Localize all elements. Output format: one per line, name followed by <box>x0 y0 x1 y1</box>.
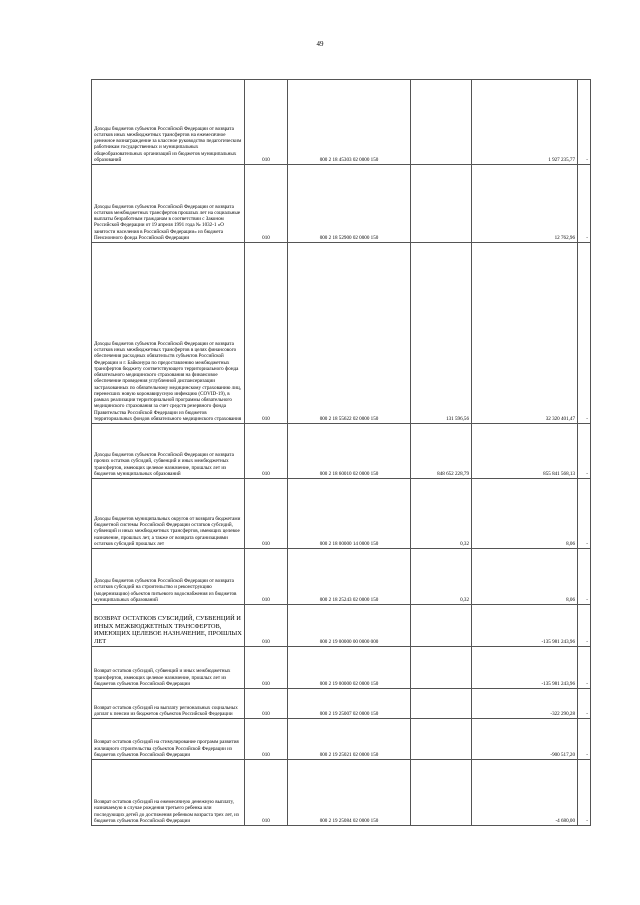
table-row <box>92 719 591 760</box>
row-line-code: 010 <box>245 424 288 479</box>
row-line-code: 010 <box>245 243 288 424</box>
row-line-code: 010 <box>245 549 288 605</box>
row-unexecuted-amount: - <box>578 424 591 479</box>
table-row <box>92 605 591 647</box>
row-income-code: 000 2 19 25007 02 0000 150 <box>288 689 411 719</box>
row-executed-amount: 32 320 401,47 <box>472 243 578 424</box>
row-approved-amount <box>411 719 472 760</box>
table-row <box>92 80 591 165</box>
row-income-code: 000 2 19 25084 02 0000 150 <box>288 760 411 826</box>
row-description: ВОЗВРАТ ОСТАТКОВ СУБСИДИЙ, СУБВЕНЦИЙ И ИНЫХ МЕЖБЮДЖЕТНЫХ ТРАНСФЕРТОВ, ИМЕЮЩИХ ЦЕЛЕВОЕ НАЗНАЧЕНИЕ, ПРОШЛЫХ ЛЕТ <box>92 605 245 647</box>
row-line-code: 010 <box>245 719 288 760</box>
row-unexecuted-amount: - <box>578 479 591 549</box>
row-line-code: 010 <box>245 479 288 549</box>
row-executed-amount: 8,06 <box>472 479 578 549</box>
row-unexecuted-amount: - <box>578 165 591 243</box>
page-number: 49 <box>316 40 324 48</box>
row-description: Доходы бюджетов субъектов Российской Федерации от возврата прочих остатков субсидий, субвенций и иных межбюджетных трансфертов, имеющих целевое назначение, прошлых лет из бюджетов муниципальных образований <box>92 424 245 479</box>
row-description: Возврат остатков субсидий на стимулирование программ развития жилищного строительства субъектов Российской Федерации из бюджетов субъектов Российской Федерации <box>92 719 245 760</box>
row-line-code: 010 <box>245 165 288 243</box>
table-row <box>92 424 591 479</box>
table-row <box>92 760 591 826</box>
row-executed-amount: 1 927 235,77 <box>472 80 578 165</box>
row-executed-amount: 8,06 <box>472 549 578 605</box>
row-income-code: 000 2 18 45303 02 0000 150 <box>288 80 411 165</box>
row-unexecuted-amount: - <box>578 719 591 760</box>
row-executed-amount: -322 290,28 <box>472 689 578 719</box>
row-approved-amount <box>411 80 472 165</box>
row-line-code: 010 <box>245 647 288 689</box>
table-row <box>92 689 591 719</box>
row-executed-amount: -135 981 243,96 <box>472 647 578 689</box>
budget-execution-table <box>91 79 591 826</box>
row-description: Доходы бюджетов субъектов Российской Федерации от возврата остатков субсидий на строительство и реконструкцию (модернизацию) объектов питьевого водоснабжения из бюджетов муниципальных образований <box>92 549 245 605</box>
row-unexecuted-amount: - <box>578 605 591 647</box>
row-executed-amount: 12 762,96 <box>472 165 578 243</box>
row-executed-amount: -135 981 243,96 <box>472 605 578 647</box>
row-approved-amount: 131 596,56 <box>411 243 472 424</box>
row-approved-amount: 0,32 <box>411 479 472 549</box>
row-unexecuted-amount: - <box>578 689 591 719</box>
table-row <box>92 165 591 243</box>
row-income-code: 000 2 18 60010 02 0000 150 <box>288 424 411 479</box>
row-approved-amount <box>411 605 472 647</box>
table-row <box>92 479 591 549</box>
row-approved-amount <box>411 760 472 826</box>
row-unexecuted-amount: - <box>578 549 591 605</box>
row-income-code: 000 2 18 52900 02 0000 150 <box>288 165 411 243</box>
row-unexecuted-amount: - <box>578 243 591 424</box>
row-description: Доходы бюджетов субъектов Российской Федерации от возврата остатков межбюджетных трансфертов прошлых лет на социальные выплаты безработным гражданам в соответствии с Законом Российской Федерации от 19 апреля 1991 года № 1032-1 «О занятости населения в Российской Федерации» из бюджета Пенсионного фонда Российской Федерации <box>92 165 245 243</box>
row-line-code: 010 <box>245 760 288 826</box>
row-approved-amount <box>411 647 472 689</box>
row-approved-amount: 0,32 <box>411 549 472 605</box>
row-unexecuted-amount: - <box>578 80 591 165</box>
row-description: Возврат остатков субсидий, субвенций и иных межбюджетных трансфертов, имеющих целевое назначение, прошлых лет из бюджетов субъектов Российской Федерации <box>92 647 245 689</box>
row-line-code: 010 <box>245 689 288 719</box>
row-income-code: 000 2 19 25021 02 0000 150 <box>288 719 411 760</box>
row-description: Возврат остатков субсидий на выплату региональных социальных доплат к пенсии из бюджетов субъектов Российской Федерации <box>92 689 245 719</box>
row-description: Доходы бюджетов субъектов Российской Федерации от возврата остатков иных межбюджетных трансфертов в целях финансового обеспечения расходных обязательств субъектов Российской Федерации и г. Байконура по предоставлению межбюджетных трансфертов бюджету соответствующего территориального фонда обязательного медицинского страхования на финансовое обеспечение проведения углубленной диспансеризации застрахованных по обязательному медицинскому страхованию лиц, перенесших новую коронавирусную инфекцию (COVID-19), в рамках реализации территориальной программы обязательного медицинского страхования за счет средств резервного фонда Правительства Российской Федерации из бюджетов территориальных фондов обязательного медицинского страхования <box>92 243 245 424</box>
row-income-code: 000 2 19 00000 02 0000 150 <box>288 647 411 689</box>
row-line-code: 010 <box>245 605 288 647</box>
row-approved-amount <box>411 165 472 243</box>
row-income-code: 000 2 19 00000 00 0000 000 <box>288 605 411 647</box>
row-income-code: 000 2 18 25243 02 0000 150 <box>288 549 411 605</box>
row-unexecuted-amount: - <box>578 647 591 689</box>
row-executed-amount: -900 517,20 <box>472 719 578 760</box>
row-income-code: 000 2 18 55622 02 0000 150 <box>288 243 411 424</box>
table-row <box>92 243 591 424</box>
row-approved-amount <box>411 689 472 719</box>
row-description: Доходы бюджетов субъектов Российской Федерации от возврата остатков иных межбюджетных трансфертов на ежемесячное денежное вознаграждение за классное руководство педагогическим работникам государственных и муниципальных общеобразовательных организаций из бюджетов муниципальных образований <box>92 80 245 165</box>
table-row <box>92 647 591 689</box>
row-income-code: 000 2 18 00000 14 0000 150 <box>288 479 411 549</box>
row-executed-amount: 855 841 568,13 <box>472 424 578 479</box>
row-description: Возврат остатков субсидий на ежемесячную денежную выплату, назначаемую в случае рождения третьего ребенка или последующих детей до достижения ребенком возраста трех лет, из бюджетов субъектов Российской Федерации <box>92 760 245 826</box>
row-description: Доходы бюджетов муниципальных округов от возврата бюджетами бюджетной системы Российской Федерации остатков субсидий, субвенций и иных межбюджетных трансфертов, имеющих целевое назначение, прошлых лет, а также от возврата организациями остатков субсидий прошлых лет <box>92 479 245 549</box>
row-approved-amount: 848 652 228,79 <box>411 424 472 479</box>
row-line-code: 010 <box>245 80 288 165</box>
row-unexecuted-amount: - <box>578 760 591 826</box>
row-executed-amount: -4 680,00 <box>472 760 578 826</box>
table-row <box>92 549 591 605</box>
